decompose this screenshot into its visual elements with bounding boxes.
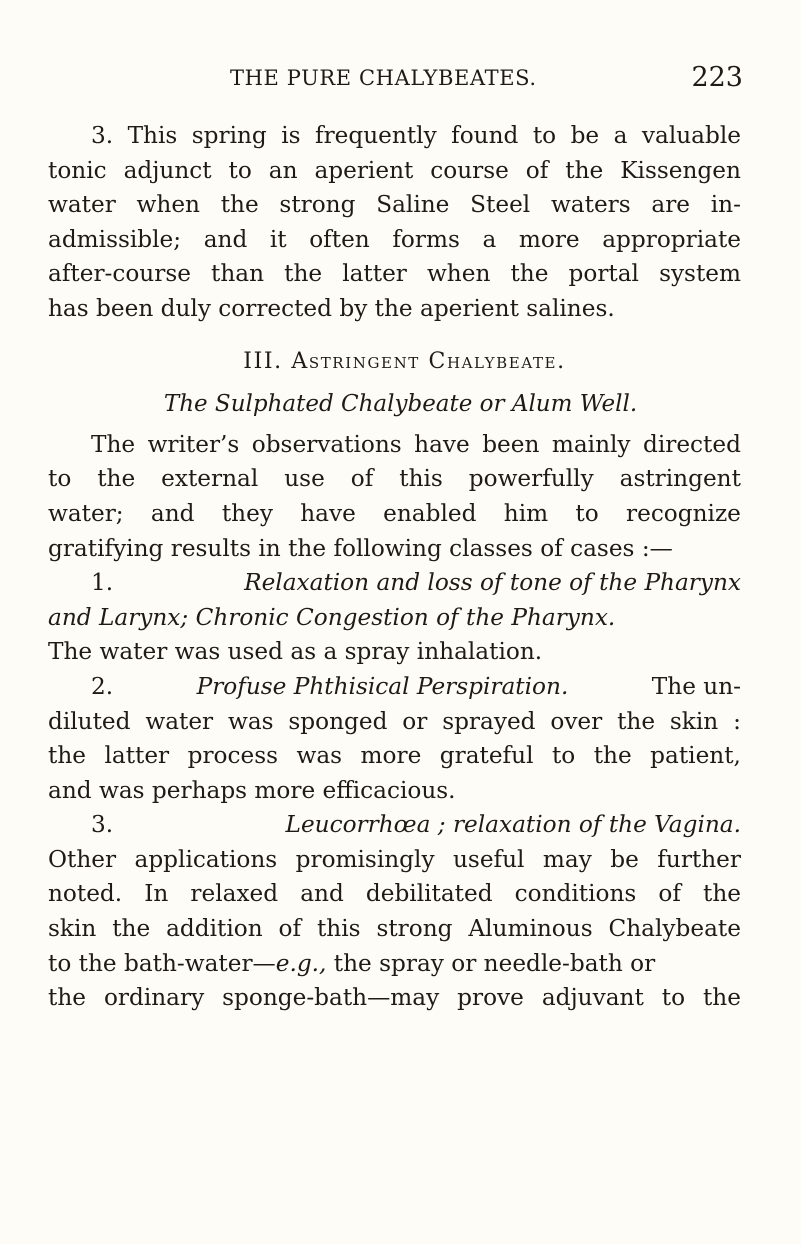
list-item-line <box>48 601 741 636</box>
section-heading: III. Astringent Chalybeate. <box>243 348 566 374</box>
text-line: water when the strong Saline Steel waters are in- <box>48 191 741 219</box>
text-line: after-course than the latter when the portal system <box>48 260 741 288</box>
text-line: has been duly corrected by the aperient salines. <box>48 294 615 322</box>
list-item-text: The water was used as a spray inhalation. <box>48 638 543 666</box>
list-item-title: Profuse Phthisical Perspiration. <box>196 672 569 700</box>
text-line: tonic adjunct to an aperient course of the Kissengen <box>48 156 741 184</box>
text-line: gratifying results in the following classes of cases :— <box>48 534 673 562</box>
text-line: noted. In relaxed and debilitated conditions of the <box>48 880 741 908</box>
running-title: THE PURE CHALYBEATES. <box>230 66 537 90</box>
text-line: diluted water was sponged or sprayed over the skin : <box>48 707 741 735</box>
list-item-title: Relaxation and loss of tone of the Pharynx <box>244 569 741 597</box>
text-line: to the external use of this powerfully astringent <box>48 465 741 493</box>
list-item-line <box>48 670 741 705</box>
text-line: Other applications promisingly useful may be further <box>48 845 741 873</box>
text-segment: to the bath-water—e.g., the spray or needle-bath or <box>48 949 656 977</box>
list-item-line <box>48 808 741 843</box>
text-line: water; and they have enabled him to recognize <box>48 499 741 527</box>
text-line: the ordinary sponge-bath—may prove adjuvant to the <box>48 984 741 1012</box>
list-item-line <box>48 566 741 601</box>
text-line: and was perhaps more efficacious. <box>48 776 456 804</box>
list-item-title: Leucorrhœa ; relaxation of the Vagina. <box>285 811 741 839</box>
page-number: 223 <box>691 62 743 93</box>
list-number: 2. <box>91 672 114 700</box>
list-item-line <box>48 635 741 670</box>
list-number: 1. <box>91 569 114 597</box>
text-line: admissible; and it often forms a more appropriate <box>48 225 741 253</box>
text-line: the latter process was more grateful to the patient, <box>48 742 741 770</box>
text-line: The writer’s observations have been mainly directed <box>91 430 741 458</box>
section-subheading: The Sulphated Chalybeate or Alum Well. <box>163 391 638 418</box>
list-item-text: The un- <box>651 672 741 700</box>
list-number: 3. <box>91 811 114 839</box>
list-item-title: and Larynx; Chronic Congestion of the Pharynx. <box>48 603 616 631</box>
body-text <box>48 119 741 1016</box>
text-line: skin the addition of this strong Aluminous Chalybeate <box>48 915 741 943</box>
running-head <box>48 62 743 102</box>
text-line: 3. This spring is frequently found to be a valuable <box>91 122 741 149</box>
text-line <box>48 947 741 982</box>
